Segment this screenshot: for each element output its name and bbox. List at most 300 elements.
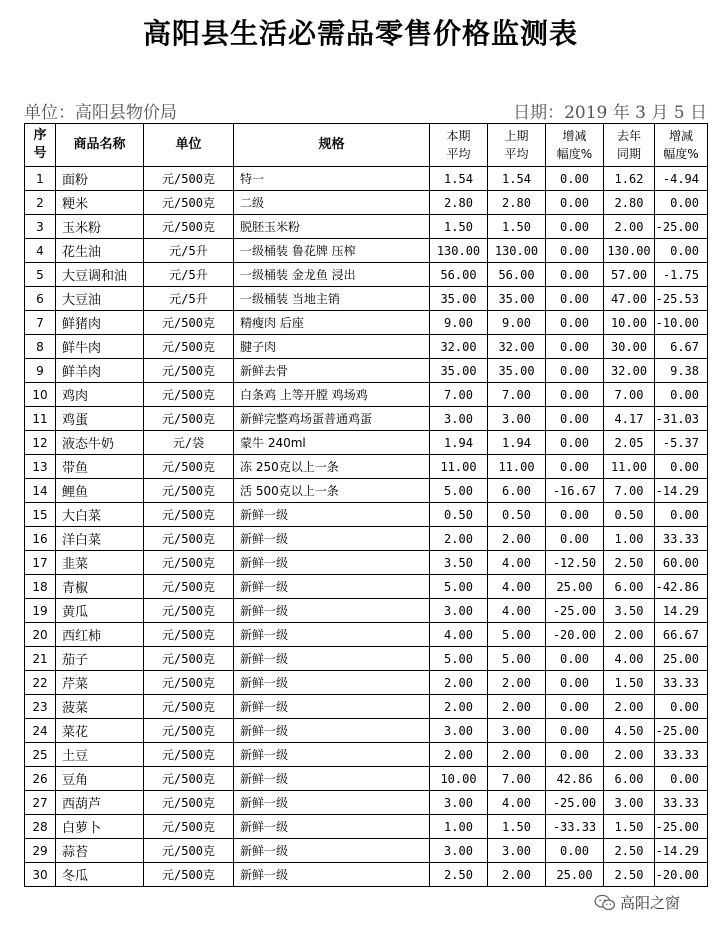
cell-no: 20 [25,623,56,647]
cell-change-pct: 0.00 [546,311,604,335]
cell-change-pct: 0.00 [546,167,604,191]
cell-current-avg: 3.50 [430,551,488,575]
cell-no: 17 [25,551,56,575]
cell-no: 7 [25,311,56,335]
table-row [25,743,708,767]
cell-no: 16 [25,527,56,551]
cell-no: 12 [25,431,56,455]
table-row [25,359,708,383]
cell-yoy-change-pct: 66.67 [655,623,708,647]
cell-current-avg: 3.00 [430,719,488,743]
cell-last-year: 32.00 [604,359,655,383]
cell-name: 带鱼 [56,455,144,479]
cell-name: 面粉 [56,167,144,191]
cell-current-avg: 2.00 [430,695,488,719]
cell-no: 26 [25,767,56,791]
cell-yoy-change-pct: 33.33 [655,791,708,815]
cell-last-year: 4.00 [604,647,655,671]
price-table [24,123,708,887]
cell-previous-avg: 4.00 [488,599,546,623]
table-row [25,575,708,599]
cell-previous-avg: 3.00 [488,407,546,431]
header-unit: 单位 [144,124,234,167]
cell-last-year: 2.00 [604,215,655,239]
cell-change-pct: 0.00 [546,263,604,287]
cell-yoy-change-pct: -5.37 [655,431,708,455]
cell-spec: 一级桶装 鲁花牌 压榨 [234,239,430,263]
cell-no: 14 [25,479,56,503]
cell-previous-avg: 4.00 [488,575,546,599]
cell-unit: 元/500克 [144,863,234,887]
cell-unit: 元/500克 [144,575,234,599]
cell-last-year: 2.00 [604,743,655,767]
cell-current-avg: 3.00 [430,839,488,863]
cell-current-avg: 130.00 [430,239,488,263]
cell-last-year: 2.00 [604,695,655,719]
cell-name: 芹菜 [56,671,144,695]
cell-name: 鲜牛肉 [56,335,144,359]
cell-yoy-change-pct: -25.00 [655,215,708,239]
cell-previous-avg: 35.00 [488,359,546,383]
cell-last-year: 11.00 [604,455,655,479]
cell-yoy-change-pct: 60.00 [655,551,708,575]
table-row [25,263,708,287]
table-row [25,791,708,815]
cell-name: 鲜猪肉 [56,311,144,335]
cell-spec: 特一 [234,167,430,191]
cell-unit: 元/500克 [144,383,234,407]
cell-name: 菠菜 [56,695,144,719]
cell-unit: 元/500克 [144,215,234,239]
cell-yoy-change-pct: 0.00 [655,695,708,719]
cell-no: 22 [25,671,56,695]
cell-yoy-change-pct: 0.00 [655,239,708,263]
cell-previous-avg: 2.00 [488,695,546,719]
cell-previous-avg: 2.80 [488,191,546,215]
cell-spec: 精瘦肉 后座 [234,311,430,335]
cell-previous-avg: 4.00 [488,791,546,815]
cell-no: 30 [25,863,56,887]
cell-change-pct: 42.86 [546,767,604,791]
table-row [25,503,708,527]
cell-yoy-change-pct: 33.33 [655,527,708,551]
cell-last-year: 2.05 [604,431,655,455]
cell-unit: 元/袋 [144,431,234,455]
cell-previous-avg: 1.54 [488,167,546,191]
cell-change-pct: 0.00 [546,695,604,719]
cell-last-year: 47.00 [604,287,655,311]
table-row [25,479,708,503]
cell-current-avg: 5.00 [430,647,488,671]
cell-spec: 新鲜一级 [234,767,430,791]
cell-last-year: 6.00 [604,575,655,599]
cell-previous-avg: 3.00 [488,839,546,863]
cell-previous-avg: 1.50 [488,815,546,839]
cell-unit: 元/500克 [144,551,234,575]
cell-unit: 元/500克 [144,191,234,215]
header-last-year: 去年 同期 [604,124,655,167]
cell-change-pct: 0.00 [546,287,604,311]
table-row [25,719,708,743]
cell-yoy-change-pct: 0.00 [655,191,708,215]
cell-last-year: 1.00 [604,527,655,551]
cell-no: 2 [25,191,56,215]
cell-current-avg: 1.54 [430,167,488,191]
cell-last-year: 2.50 [604,863,655,887]
cell-change-pct: 0.00 [546,671,604,695]
cell-no: 6 [25,287,56,311]
cell-name: 蒜苔 [56,839,144,863]
cell-unit: 元/500克 [144,815,234,839]
cell-last-year: 2.80 [604,191,655,215]
cell-current-avg: 2.80 [430,191,488,215]
cell-spec: 新鲜去骨 [234,359,430,383]
cell-current-avg: 32.00 [430,335,488,359]
cell-previous-avg: 56.00 [488,263,546,287]
cell-unit: 元/5升 [144,287,234,311]
cell-previous-avg: 3.00 [488,719,546,743]
cell-unit: 元/500克 [144,743,234,767]
cell-spec: 脱胚玉米粉 [234,215,430,239]
table-row [25,215,708,239]
cell-unit: 元/500克 [144,623,234,647]
cell-yoy-change-pct: 0.00 [655,503,708,527]
cell-yoy-change-pct: -14.29 [655,839,708,863]
cell-spec: 新鲜一级 [234,743,430,767]
table-row [25,287,708,311]
cell-previous-avg: 7.00 [488,767,546,791]
cell-unit: 元/500克 [144,407,234,431]
cell-last-year: 2.50 [604,551,655,575]
cell-previous-avg: 7.00 [488,383,546,407]
cell-name: 茄子 [56,647,144,671]
table-row [25,431,708,455]
cell-name: 液态牛奶 [56,431,144,455]
cell-name: 西红柿 [56,623,144,647]
cell-name: 大白菜 [56,503,144,527]
cell-yoy-change-pct: 6.67 [655,335,708,359]
cell-name: 粳米 [56,191,144,215]
cell-no: 23 [25,695,56,719]
cell-unit: 元/500克 [144,455,234,479]
cell-change-pct: 25.00 [546,575,604,599]
cell-name: 豆角 [56,767,144,791]
cell-change-pct: 0.00 [546,335,604,359]
table-row [25,335,708,359]
cell-last-year: 4.50 [604,719,655,743]
table-row [25,647,708,671]
header-previous-avg: 上期 平均 [488,124,546,167]
cell-yoy-change-pct: -14.29 [655,479,708,503]
cell-name: 洋白菜 [56,527,144,551]
cell-current-avg: 11.00 [430,455,488,479]
cell-unit: 元/500克 [144,479,234,503]
header-name: 商品名称 [56,124,144,167]
header-yoy-change-pct: 增减 幅度% [655,124,708,167]
cell-no: 8 [25,335,56,359]
watermark-text: 高阳之窗 [620,894,681,912]
header-change-pct: 增减 幅度% [546,124,604,167]
cell-name: 白萝卜 [56,815,144,839]
cell-spec: 新鲜一级 [234,719,430,743]
cell-change-pct: -12.50 [546,551,604,575]
cell-name: 青椒 [56,575,144,599]
cell-unit: 元/500克 [144,359,234,383]
cell-previous-avg: 130.00 [488,239,546,263]
cell-yoy-change-pct: -10.00 [655,311,708,335]
cell-last-year: 3.50 [604,599,655,623]
cell-unit: 元/5升 [144,263,234,287]
cell-unit: 元/500克 [144,599,234,623]
cell-spec: 新鲜一级 [234,623,430,647]
cell-yoy-change-pct: -1.75 [655,263,708,287]
cell-yoy-change-pct: -25.00 [655,815,708,839]
cell-previous-avg: 11.00 [488,455,546,479]
table-row [25,671,708,695]
cell-previous-avg: 9.00 [488,311,546,335]
cell-current-avg: 2.50 [430,863,488,887]
cell-change-pct: 0.00 [546,239,604,263]
cell-no: 21 [25,647,56,671]
cell-spec: 新鲜一级 [234,863,430,887]
table-row [25,815,708,839]
cell-change-pct: 0.00 [546,407,604,431]
header-no: 序 号 [25,124,56,167]
cell-yoy-change-pct: -31.03 [655,407,708,431]
cell-name: 土豆 [56,743,144,767]
cell-no: 25 [25,743,56,767]
cell-current-avg: 2.00 [430,743,488,767]
cell-no: 5 [25,263,56,287]
cell-yoy-change-pct: 33.33 [655,743,708,767]
cell-last-year: 7.00 [604,383,655,407]
table-row [25,695,708,719]
cell-change-pct: 0.00 [546,527,604,551]
cell-yoy-change-pct: 25.00 [655,647,708,671]
cell-spec: 二级 [234,191,430,215]
cell-change-pct: 25.00 [546,863,604,887]
cell-no: 9 [25,359,56,383]
cell-yoy-change-pct: -4.94 [655,167,708,191]
cell-current-avg: 5.00 [430,479,488,503]
cell-name: 大豆油 [56,287,144,311]
table-row [25,527,708,551]
cell-last-year: 6.00 [604,767,655,791]
cell-no: 19 [25,599,56,623]
cell-current-avg: 1.94 [430,431,488,455]
cell-spec: 白条鸡 上等开膛 鸡场鸡 [234,383,430,407]
cell-spec: 新鲜一级 [234,671,430,695]
table-row [25,407,708,431]
cell-yoy-change-pct: -42.86 [655,575,708,599]
header-current-avg: 本期 平均 [430,124,488,167]
unit-label: 单位：高阳县物价局 [24,103,177,123]
cell-last-year: 2.00 [604,623,655,647]
cell-current-avg: 5.00 [430,575,488,599]
cell-yoy-change-pct: 14.29 [655,599,708,623]
cell-current-avg: 7.00 [430,383,488,407]
cell-change-pct: 0.00 [546,431,604,455]
cell-previous-avg: 2.00 [488,671,546,695]
cell-current-avg: 9.00 [430,311,488,335]
cell-previous-avg: 2.00 [488,743,546,767]
cell-spec: 新鲜一级 [234,839,430,863]
cell-no: 15 [25,503,56,527]
cell-change-pct: 0.00 [546,359,604,383]
cell-spec: 冻 250克以上一条 [234,455,430,479]
cell-spec: 腱子肉 [234,335,430,359]
cell-unit: 元/500克 [144,335,234,359]
cell-previous-avg: 5.00 [488,647,546,671]
cell-current-avg: 35.00 [430,287,488,311]
cell-spec: 新鲜一级 [234,575,430,599]
cell-name: 鸡肉 [56,383,144,407]
cell-unit: 元/500克 [144,695,234,719]
table-row [25,191,708,215]
cell-spec: 新鲜一级 [234,815,430,839]
cell-name: 冬瓜 [56,863,144,887]
cell-name: 花生油 [56,239,144,263]
cell-current-avg: 4.00 [430,623,488,647]
cell-spec: 新鲜一级 [234,791,430,815]
cell-change-pct: 0.00 [546,839,604,863]
header-spec: 规格 [234,124,430,167]
cell-no: 29 [25,839,56,863]
cell-previous-avg: 35.00 [488,287,546,311]
cell-no: 27 [25,791,56,815]
cell-current-avg: 3.00 [430,407,488,431]
cell-name: 韭菜 [56,551,144,575]
cell-unit: 元/500克 [144,527,234,551]
cell-name: 西葫芦 [56,791,144,815]
cell-current-avg: 10.00 [430,767,488,791]
cell-current-avg: 2.00 [430,671,488,695]
cell-current-avg: 3.00 [430,791,488,815]
cell-change-pct: -25.00 [546,599,604,623]
cell-spec: 新鲜一级 [234,503,430,527]
cell-current-avg: 56.00 [430,263,488,287]
date-label: 日期：2019 年 3 月 5 日 [513,103,707,123]
cell-no: 10 [25,383,56,407]
cell-unit: 元/500克 [144,839,234,863]
cell-unit: 元/500克 [144,767,234,791]
cell-name: 大豆调和油 [56,263,144,287]
table-row [25,383,708,407]
table-row [25,239,708,263]
cell-last-year: 1.62 [604,167,655,191]
cell-change-pct: -16.67 [546,479,604,503]
cell-unit: 元/500克 [144,311,234,335]
cell-yoy-change-pct: 9.38 [655,359,708,383]
cell-change-pct: -20.00 [546,623,604,647]
cell-no: 28 [25,815,56,839]
cell-unit: 元/500克 [144,647,234,671]
cell-name: 鲜羊肉 [56,359,144,383]
cell-yoy-change-pct: 0.00 [655,455,708,479]
cell-previous-avg: 1.50 [488,215,546,239]
watermark [594,892,680,913]
cell-name: 鲤鱼 [56,479,144,503]
table-row [25,623,708,647]
cell-change-pct: 0.00 [546,647,604,671]
cell-spec: 活 500克以上一条 [234,479,430,503]
cell-spec: 新鲜一级 [234,647,430,671]
cell-name: 玉米粉 [56,215,144,239]
table-row [25,551,708,575]
cell-unit: 元/500克 [144,791,234,815]
cell-current-avg: 0.50 [430,503,488,527]
cell-spec: 一级桶装 当地主销 [234,287,430,311]
cell-change-pct: -33.33 [546,815,604,839]
table-row [25,311,708,335]
cell-last-year: 30.00 [604,335,655,359]
table-row [25,599,708,623]
cell-name: 黄瓜 [56,599,144,623]
cell-current-avg: 2.00 [430,527,488,551]
table-row [25,167,708,191]
cell-no: 4 [25,239,56,263]
cell-unit: 元/500克 [144,719,234,743]
cell-last-year: 0.50 [604,503,655,527]
cell-last-year: 3.00 [604,791,655,815]
cell-unit: 元/5升 [144,239,234,263]
cell-no: 13 [25,455,56,479]
cell-unit: 元/500克 [144,167,234,191]
cell-current-avg: 1.00 [430,815,488,839]
cell-previous-avg: 4.00 [488,551,546,575]
cell-previous-avg: 32.00 [488,335,546,359]
table-row [25,455,708,479]
cell-unit: 元/500克 [144,671,234,695]
cell-last-year: 1.50 [604,815,655,839]
cell-yoy-change-pct: -25.53 [655,287,708,311]
cell-yoy-change-pct: -25.00 [655,719,708,743]
cell-yoy-change-pct: 0.00 [655,767,708,791]
cell-change-pct: 0.00 [546,455,604,479]
table-row [25,767,708,791]
cell-previous-avg: 2.00 [488,527,546,551]
cell-name: 鸡蛋 [56,407,144,431]
cell-spec: 一级桶装 金龙鱼 浸出 [234,263,430,287]
cell-change-pct: 0.00 [546,719,604,743]
cell-spec: 新鲜一级 [234,551,430,575]
table-header-row [25,124,708,167]
cell-current-avg: 1.50 [430,215,488,239]
cell-last-year: 2.50 [604,839,655,863]
cell-change-pct: -25.00 [546,791,604,815]
cell-current-avg: 35.00 [430,359,488,383]
cell-previous-avg: 2.00 [488,863,546,887]
cell-spec: 新鲜一级 [234,695,430,719]
cell-no: 18 [25,575,56,599]
cell-yoy-change-pct: -20.00 [655,863,708,887]
cell-yoy-change-pct: 33.33 [655,671,708,695]
cell-last-year: 7.00 [604,479,655,503]
table-row [25,863,708,887]
cell-last-year: 4.17 [604,407,655,431]
cell-no: 11 [25,407,56,431]
cell-no: 24 [25,719,56,743]
cell-last-year: 10.00 [604,311,655,335]
cell-current-avg: 3.00 [430,599,488,623]
cell-spec: 新鲜一级 [234,527,430,551]
wechat-icon [594,894,616,912]
cell-unit: 元/500克 [144,503,234,527]
cell-previous-avg: 6.00 [488,479,546,503]
cell-no: 3 [25,215,56,239]
table-body [25,167,708,887]
cell-last-year: 1.50 [604,671,655,695]
